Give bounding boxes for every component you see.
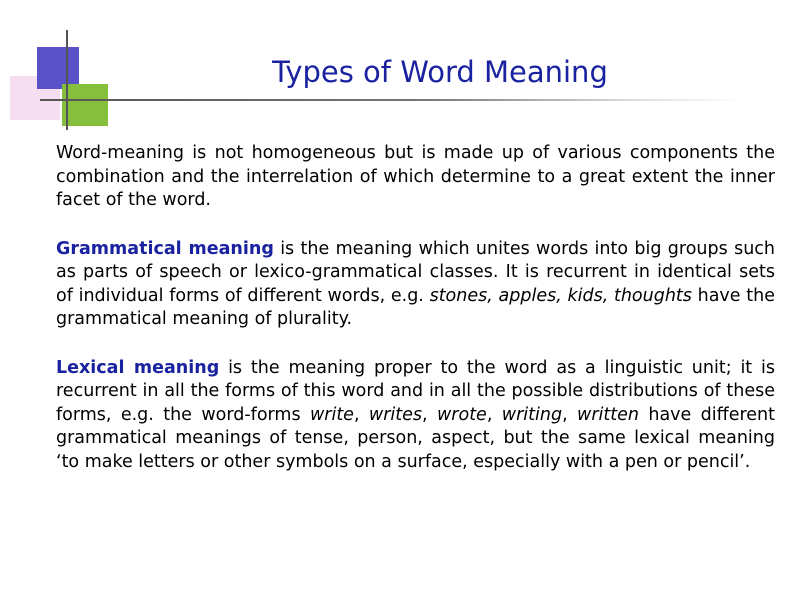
paragraph-word-meaning: Word-meaning is not homogeneous but is made up of various components the combination and the interrelation of which determine to a great extent the inner facet of the word.: [56, 143, 775, 210]
grammatical-text-2: have the grammatical meaning of plurality.: [56, 285, 775, 329]
example-writing: writing: [501, 404, 563, 425]
separator: ,: [353, 404, 369, 425]
separator: ,: [486, 404, 502, 425]
example-writes: writes: [368, 404, 423, 425]
example-written: written: [577, 404, 639, 425]
plural-examples: stones, apples, kids, thoughts: [429, 285, 692, 306]
decor-horizontal-line: [40, 99, 740, 101]
term-lexical-meaning: Lexical meaning: [56, 357, 220, 378]
paragraph-lexical-meaning: [56, 357, 775, 475]
grammatical-text-1: is the meaning which unites words into big groups such as parts of speech or lexico-grammatical classes. It is recurrent in identical sets of individual forms of different words, e.g.: [56, 238, 775, 306]
slide-body: [56, 142, 775, 499]
slide-title: Types of Word Meaning: [272, 55, 608, 89]
paragraph-grammatical-meaning: [56, 238, 775, 332]
decor-vertical-line: [66, 30, 68, 130]
lexical-text-2: have different grammatical meanings of tense, person, aspect, but the same lexical meaning ‘to make letters or other symbols on a surface, especially with a pen or pencil’.: [56, 404, 775, 472]
separator: ,: [422, 404, 437, 425]
example-write: write: [309, 404, 354, 425]
separator: ,: [562, 404, 578, 425]
decor-green-square: [62, 84, 108, 126]
decor-blue-square: [37, 47, 79, 89]
example-wrote: wrote: [436, 404, 487, 425]
term-grammatical-meaning: Grammatical meaning: [56, 238, 274, 259]
lexical-text-1: is the meaning proper to the word as a linguistic unit; it is recurrent in all the forms of this word and in all the possible distributions of these forms, e.g. the word-forms: [56, 357, 775, 425]
